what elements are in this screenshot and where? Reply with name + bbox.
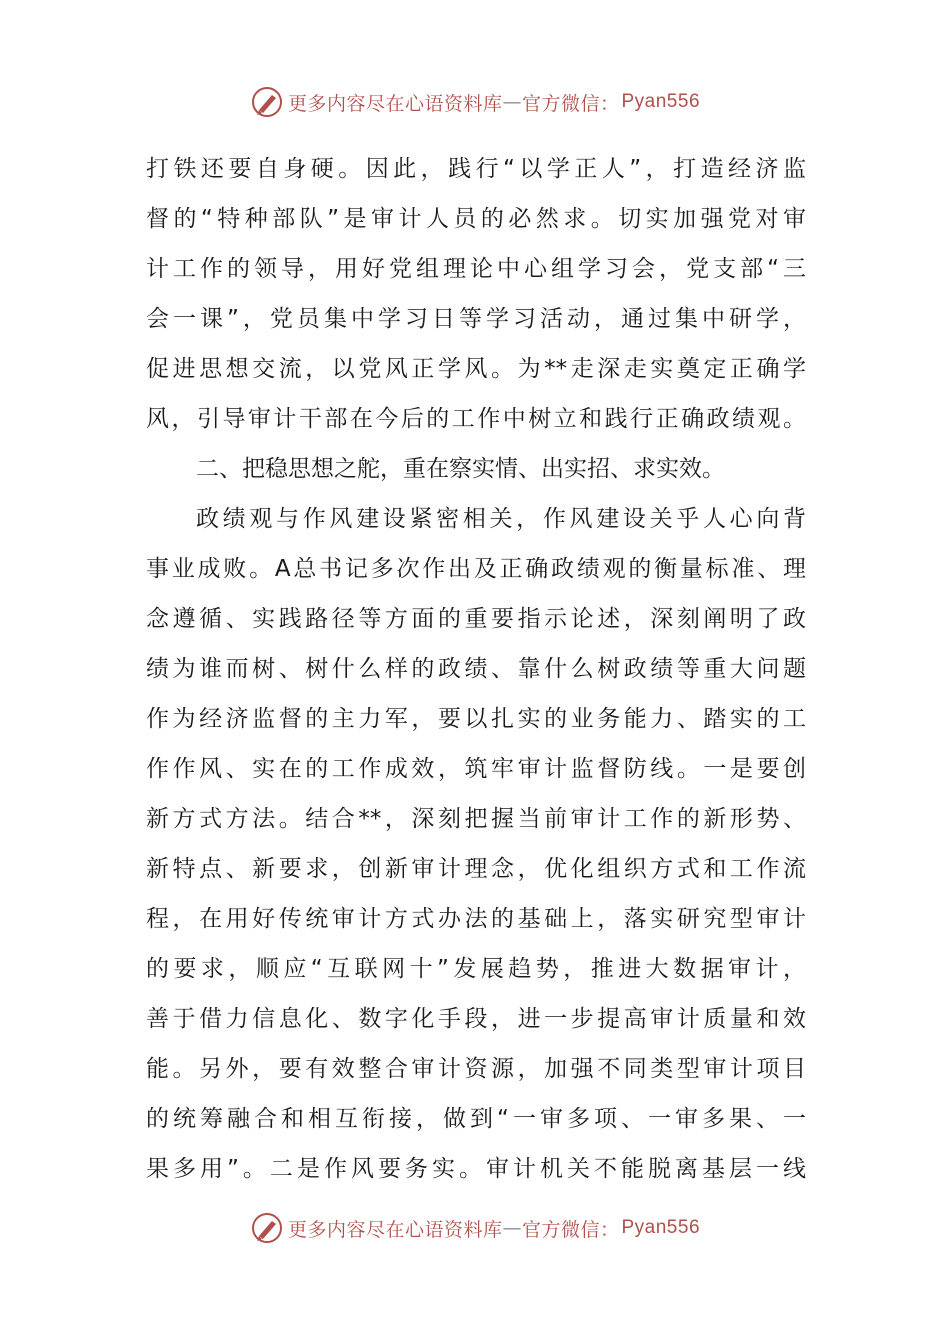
watermark-text: 更多内容尽在心语资料库 bbox=[287, 92, 503, 115]
text-line: 新特点、新要求，创新审计理念，优化组织方式和工作流 bbox=[146, 856, 806, 882]
text-line: 善于借力信息化、数字化手段，进一步提高审计质量和效 bbox=[146, 1006, 806, 1032]
watermark-banner-bottom bbox=[0, 1208, 950, 1248]
text-line: 作为经济监督的主力军，要以扎实的业务能力、踏实的工 bbox=[146, 706, 806, 732]
paragraph-1 bbox=[146, 144, 806, 444]
text-line: 果多用”。二是作风要务实。审计机关不能脱离基层一线 bbox=[146, 1156, 806, 1182]
section-heading bbox=[146, 444, 806, 494]
text-line: 绩为谁而树、树什么样的政绩、靠什么树政绩等重大问题 bbox=[146, 656, 806, 682]
watermark-separator: — bbox=[502, 1217, 522, 1239]
pen-circle-icon bbox=[250, 1211, 284, 1245]
watermark-label: 官方微信： bbox=[521, 92, 620, 115]
watermark-text: 更多内容尽在心语资料库 bbox=[287, 1218, 503, 1241]
text-line: 风，引导审计干部在今后的工作中树立和践行正确政绩观。 bbox=[146, 406, 806, 432]
text-line: 督的“特种部队”是审计人员的必然求。切实加强党对审 bbox=[146, 206, 806, 232]
watermark-account: Pyan556 bbox=[621, 91, 701, 112]
text-line: 作作风、实在的工作成效，筑牢审计监督防线。一是要创 bbox=[146, 756, 806, 782]
section-heading-text: 二、把稳思想之舵，重在察实情、出实招、求实效。 bbox=[196, 456, 725, 482]
text-line: 的要求，顺应“互联网十”发展趋势，推进大数据审计， bbox=[146, 956, 806, 982]
text-line: 的统筹融合和相互衔接，做到“一审多项、一审多果、一 bbox=[146, 1106, 806, 1132]
text-line: 程，在用好传统审计方式办法的基础上，落实研究型审计 bbox=[146, 906, 806, 932]
text-line: 促进思想交流，以党风正学风。为**走深走实奠定正确学 bbox=[146, 356, 806, 382]
pen-circle-icon bbox=[250, 85, 284, 119]
text-line: 新方式方法。结合**，深刻把握当前审计工作的新形势、 bbox=[146, 806, 806, 832]
text-line: 计工作的领导，用好党组理论中心组学习会，党支部“三 bbox=[146, 256, 806, 282]
paragraph-3 bbox=[146, 494, 806, 1194]
text-line: 会一课”，党员集中学习日等学习活动，通过集中研学， bbox=[146, 306, 806, 332]
text-line: 政绩观与作风建设紧密相关，作风建设关乎人心向背 bbox=[196, 506, 806, 532]
watermark-banner-top bbox=[0, 82, 950, 122]
text-line: 打铁还要自身硬。因此，践行“以学正人”，打造经济监 bbox=[146, 156, 806, 182]
text-line: 能。另外，要有效整合审计资源，加强不同类型审计项目 bbox=[146, 1056, 806, 1082]
text-line: 念遵循、实践路径等方面的重要指示论述，深刻阐明了政 bbox=[146, 606, 806, 632]
text-line: 事业成败。A总书记多次作出及正确政绩观的衡量标准、理 bbox=[146, 556, 806, 582]
watermark-separator: — bbox=[502, 91, 522, 113]
document-body bbox=[146, 144, 806, 1194]
watermark-account: Pyan556 bbox=[621, 1217, 701, 1238]
watermark-label: 官方微信： bbox=[521, 1218, 620, 1241]
